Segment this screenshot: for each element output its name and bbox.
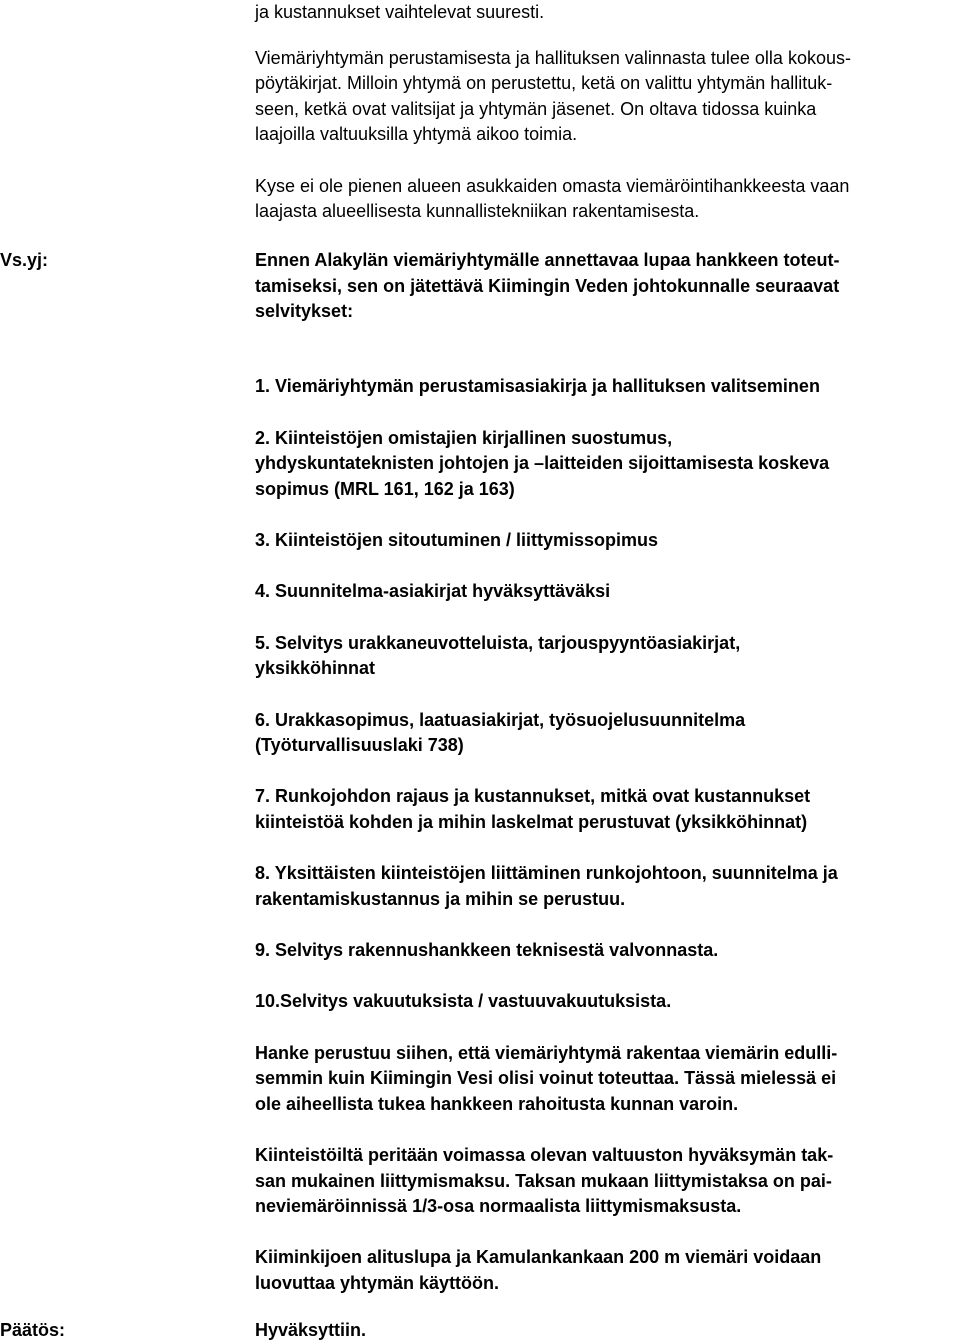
vsyj-line: Ennen Alakylän viemäriyhtymälle annettavaa lupaa hankkeen toteut- [255,250,840,270]
requirement-item: 9. Selvitys rakennushankkeen teknisestä valvonnasta. [255,940,719,960]
requirement-item: sopimus (MRL 161, 162 ja 163) [255,479,515,499]
intro-line: laajasta alueellisesta kunnallistekniikan rakentamisesta. [255,201,700,221]
intro-line: ja kustannukset vaihtelevat suuresti. [255,2,545,22]
vsyj-line: tamiseksi, sen on jätettävä Kiimingin Veden johtokunnalle seuraavat [255,276,840,296]
paatos-label: Päätös: [0,1320,66,1340]
requirement-item: yksikköhinnat [255,658,376,678]
closing-line: neviemäröinnissä 1/3-osa normaalista liittymismaksusta. [255,1196,742,1216]
vsyj-label: Vs.yj: [0,250,49,270]
requirement-item: kiinteistöä kohden ja mihin laskelmat perustuvat (yksikköhinnat) [255,812,808,832]
intro-line: laajoilla valtuuksilla yhtymä aikoo toimia. [255,124,578,144]
closing-line: san mukainen liittymismaksu. Taksan mukaan liittymistaksa on pai- [255,1171,832,1191]
requirement-item: (Työturvallisuuslaki 738) [255,735,464,755]
closing-line: luovuttaa yhtymän käyttöön. [255,1273,500,1293]
requirement-item: 10.Selvitys vakuutuksista / vastuuvakuutuksista. [255,991,672,1011]
intro-line: pöytäkirjat. Milloin yhtymä on perustettu, ketä on valittu yhtymän hallituk- [255,73,833,93]
paatos-text: Hyväksyttiin. [255,1320,367,1340]
closing-line: Kiinteistöiltä peritään voimassa olevan valtuuston hyväksymän tak- [255,1145,834,1165]
closing-line: Kiiminkijoen alituslupa ja Kamulankankaan 200 m viemäri voidaan [255,1247,822,1267]
intro-line: Kyse ei ole pienen alueen asukkaiden omasta viemäröintihankkeesta vaan [255,176,850,196]
closing-line: semmin kuin Kiimingin Vesi olisi voinut toteuttaa. Tässä mielessä ei [255,1068,837,1088]
requirement-item: 2. Kiinteistöjen omistajien kirjallinen suostumus, [255,428,673,448]
requirement-item: yhdyskuntateknisten johtojen ja –laitteiden sijoittamisesta koskeva [255,453,830,473]
closing-line: ole aiheellista tukea hankkeen rahoitusta kunnan varoin. [255,1094,739,1114]
requirement-item: 7. Runkojohdon rajaus ja kustannukset, mitkä ovat kustannukset [255,786,811,806]
requirement-item: 8. Yksittäisten kiinteistöjen liittäminen runkojohtoon, suunnitelma ja [255,863,838,883]
intro-line: Viemäriyhtymän perustamisesta ja hallituksen valinnasta tulee olla kokous- [255,48,851,68]
intro-line: seen, ketkä ovat valitsijat ja yhtymän jäsenet. On oltava tidossa kuinka [255,99,817,119]
requirement-item: 5. Selvitys urakkaneuvotteluista, tarjouspyyntöasiakirjat, [255,633,741,653]
closing-line: Hanke perustuu siihen, että viemäriyhtymä rakentaa viemärin edulli- [255,1043,838,1063]
requirement-item: 4. Suunnitelma-asiakirjat hyväksyttäväksi [255,581,611,601]
requirement-item: 6. Urakkasopimus, laatuasiakirjat, työsuojelusuunnitelma [255,710,746,730]
requirement-item: 1. Viemäriyhtymän perustamisasiakirja ja hallituksen valitseminen [255,376,820,396]
requirement-item: 3. Kiinteistöjen sitoutuminen / liittymissopimus [255,530,659,550]
vsyj-line: selvitykset: [255,301,354,321]
requirement-item: rakentamiskustannus ja mihin se perustuu. [255,889,626,909]
